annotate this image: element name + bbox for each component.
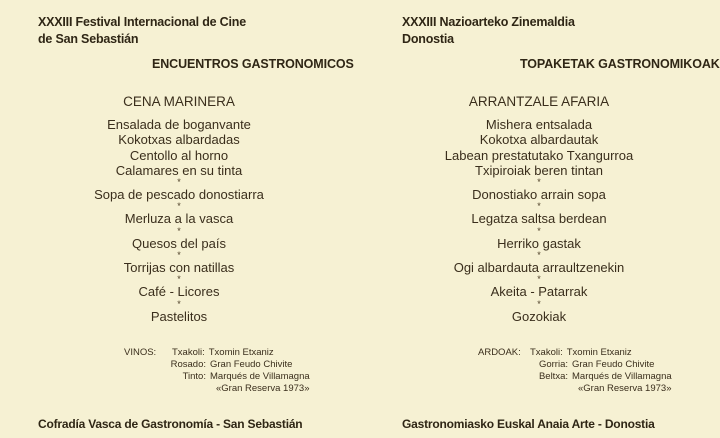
menu-item: Ensalada de boganvante	[107, 117, 251, 132]
wine-row	[130, 383, 310, 395]
wine-name: Marqués de Villamagna	[572, 371, 672, 382]
wine-name: Gran Feudo Chivite	[210, 359, 293, 370]
asterisk-separator: *	[177, 201, 181, 212]
asterisk-separator: *	[177, 250, 181, 261]
asterisk-separator: *	[537, 274, 541, 285]
menu-item: Café - Licores	[138, 284, 220, 300]
wine-row	[478, 347, 672, 359]
wine-type	[130, 383, 206, 395]
wine-row	[482, 359, 672, 371]
menu-item: Pastelitos	[150, 308, 208, 324]
menu-item: Txipiroiak beren tintan	[475, 162, 603, 178]
menu-item: Sopa de pescado donostiarra	[94, 187, 264, 203]
wine-row	[482, 383, 672, 395]
wine-type: Gorria:	[538, 359, 568, 370]
wine-type	[482, 383, 568, 395]
wine-name: Gran Feudo Chivite	[572, 359, 655, 370]
wine-name: Txomin Etxaniz	[566, 347, 632, 358]
wine-type: Beltxa:	[538, 371, 568, 382]
spanish-column	[38, 0, 358, 438]
wines-heading: ARDOAK:	[478, 347, 521, 358]
wine-row	[124, 347, 310, 359]
footer-organizer: Cofradía Vasca de Gastronomía - San Sebastián	[38, 417, 303, 431]
menu-item: Quesos del país	[132, 235, 226, 251]
wine-list	[478, 347, 672, 395]
wine-row	[482, 371, 672, 383]
menu-title: CENA MARINERA	[123, 94, 235, 109]
menu-item: Mishera entsalada	[485, 117, 593, 132]
menu-item: Legatza saltsa berdean	[471, 211, 607, 227]
menu-item: Merluza a la vasca	[124, 211, 234, 227]
asterisk-separator: *	[537, 250, 541, 261]
festival-title: XXXIII Nazioarteko Zinemaldia	[402, 15, 575, 29]
asterisk-separator: *	[177, 177, 181, 188]
wine-name: «Gran Reserva 1973»	[216, 383, 310, 394]
wine-type: Tinto:	[182, 371, 206, 382]
basque-column	[402, 0, 720, 438]
menu-item: Herriko gastak	[497, 235, 581, 251]
asterisk-separator: *	[177, 225, 181, 236]
menu-item: Kokotxas albardadas	[118, 132, 240, 148]
festival-city: de San Sebastián	[38, 32, 139, 46]
asterisk-separator: *	[537, 298, 541, 309]
wine-list	[124, 347, 310, 395]
festival-title: XXXIII Festival Internacional de Cine	[38, 15, 246, 29]
menu-item: Ogi albardauta arraultzenekin	[453, 260, 625, 276]
wine-name: Txomin Etxaniz	[208, 347, 274, 358]
wines-heading: VINOS:	[124, 347, 157, 358]
wine-name: «Gran Reserva 1973»	[578, 383, 672, 394]
festival-city: Donostia	[402, 32, 454, 46]
asterisk-separator: *	[537, 225, 541, 236]
wine-type: Txakoli:	[172, 347, 205, 358]
asterisk-separator: *	[177, 274, 181, 285]
wine-type: Txakoli:	[530, 347, 563, 358]
menu-item: Donostiako arrain sopa	[472, 187, 606, 203]
wine-name: Marqués de Villamagna	[210, 371, 310, 382]
wine-type: Rosado:	[170, 359, 206, 370]
asterisk-separator: *	[537, 177, 541, 188]
footer-organizer: Gastronomiasko Euskal Anaia Arte - Donostia	[402, 417, 655, 431]
menu-item: Akeita - Patarrak	[490, 284, 588, 300]
menu-item: Kokotxa albardautak	[479, 132, 599, 148]
menu-list	[38, 94, 320, 324]
menu-list	[402, 94, 676, 324]
menu-title: ARRANTZALE AFARIA	[468, 94, 610, 109]
asterisk-separator: *	[177, 298, 181, 309]
wine-row	[130, 371, 310, 383]
wine-row	[130, 359, 310, 371]
section-title: TOPAKETAK GASTRONOMIKOAK	[520, 57, 720, 71]
section-title: ENCUENTROS GASTRONOMICOS	[152, 57, 354, 71]
menu-item: Labean prestatutako Txangurroa	[444, 147, 634, 163]
menu-item: Gozokiak	[511, 308, 567, 324]
asterisk-separator: *	[537, 201, 541, 212]
menu-item: Torrijas con natillas	[123, 260, 235, 276]
menu-item: Calamares en su tinta	[115, 162, 243, 178]
menu-item: Centollo al horno	[129, 147, 229, 163]
